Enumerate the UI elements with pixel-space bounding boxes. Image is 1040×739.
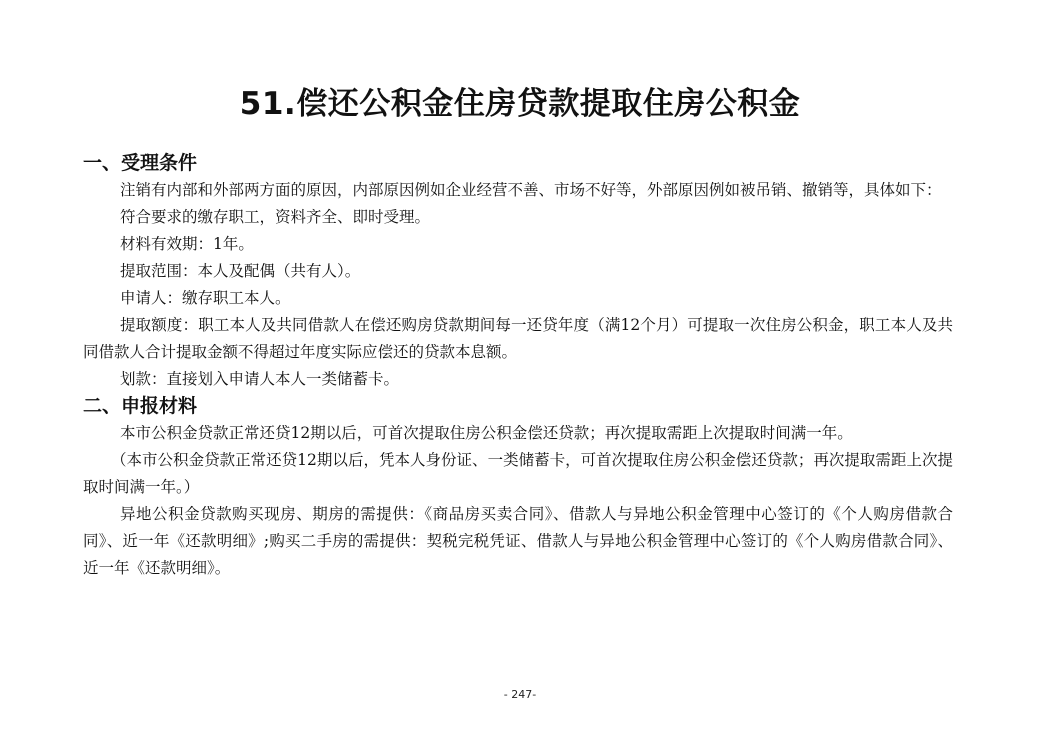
section-heading: 一、受理条件 — [83, 152, 198, 174]
paragraph: 符合要求的缴存职工，资料齐全、即时受理。 — [120, 208, 431, 226]
paragraph: 申请人：缴存职工本人。 — [120, 289, 291, 307]
document-body — [83, 150, 953, 582]
paragraph: 材料有效期：1年。 — [120, 235, 254, 253]
paragraph: 本市公积金贷款正常还贷12期以后，可首次提取住房公积金偿还贷款；再次提取需距上次提取时间满一年。 — [120, 424, 853, 442]
section-application-materials — [83, 393, 953, 582]
page-number: - 247- — [503, 688, 537, 701]
paragraph: 划款：直接划入申请人本人一类储蓄卡。 — [120, 370, 400, 388]
section-acceptance-conditions — [83, 150, 953, 393]
paragraph: 提取额度：职工本人及共同借款人在偿还购房贷款期间每一还贷年度（满12个月）可提取一次住房公积金，职工本人及共同借款人合计提取金额不得超过年度实际应偿还的贷款本息额。 — [83, 316, 953, 361]
paragraph: 提取范围：本人及配偶（共有人）。 — [120, 262, 361, 280]
paragraph: 注销有内部和外部两方面的原因，内部原因例如企业经营不善、市场不好等，外部原因例如被吊销、撤销等，具体如下： — [120, 181, 942, 199]
paragraph: 异地公积金贷款购买现房、期房的需提供：《商品房买卖合同》、借款人与异地公积金管理中心签订的《个人购房借款合同》、近一年《还款明细》;购买二手房的需提供：契税完税凭证、借款人与异地公积金管理中心签订的《个人购房借款合同》、近一年《还款明细》。 — [83, 505, 953, 577]
paragraph: （本市公积金贷款正常还贷12期以后，凭本人身份证、一类储蓄卡，可首次提取住房公积金偿还贷款；再次提取需距上次提取时间满一年。） — [83, 451, 953, 496]
section-heading: 二、申报材料 — [83, 395, 198, 417]
document-title: 51.偿还公积金住房贷款提取住房公积金 — [239, 86, 801, 122]
